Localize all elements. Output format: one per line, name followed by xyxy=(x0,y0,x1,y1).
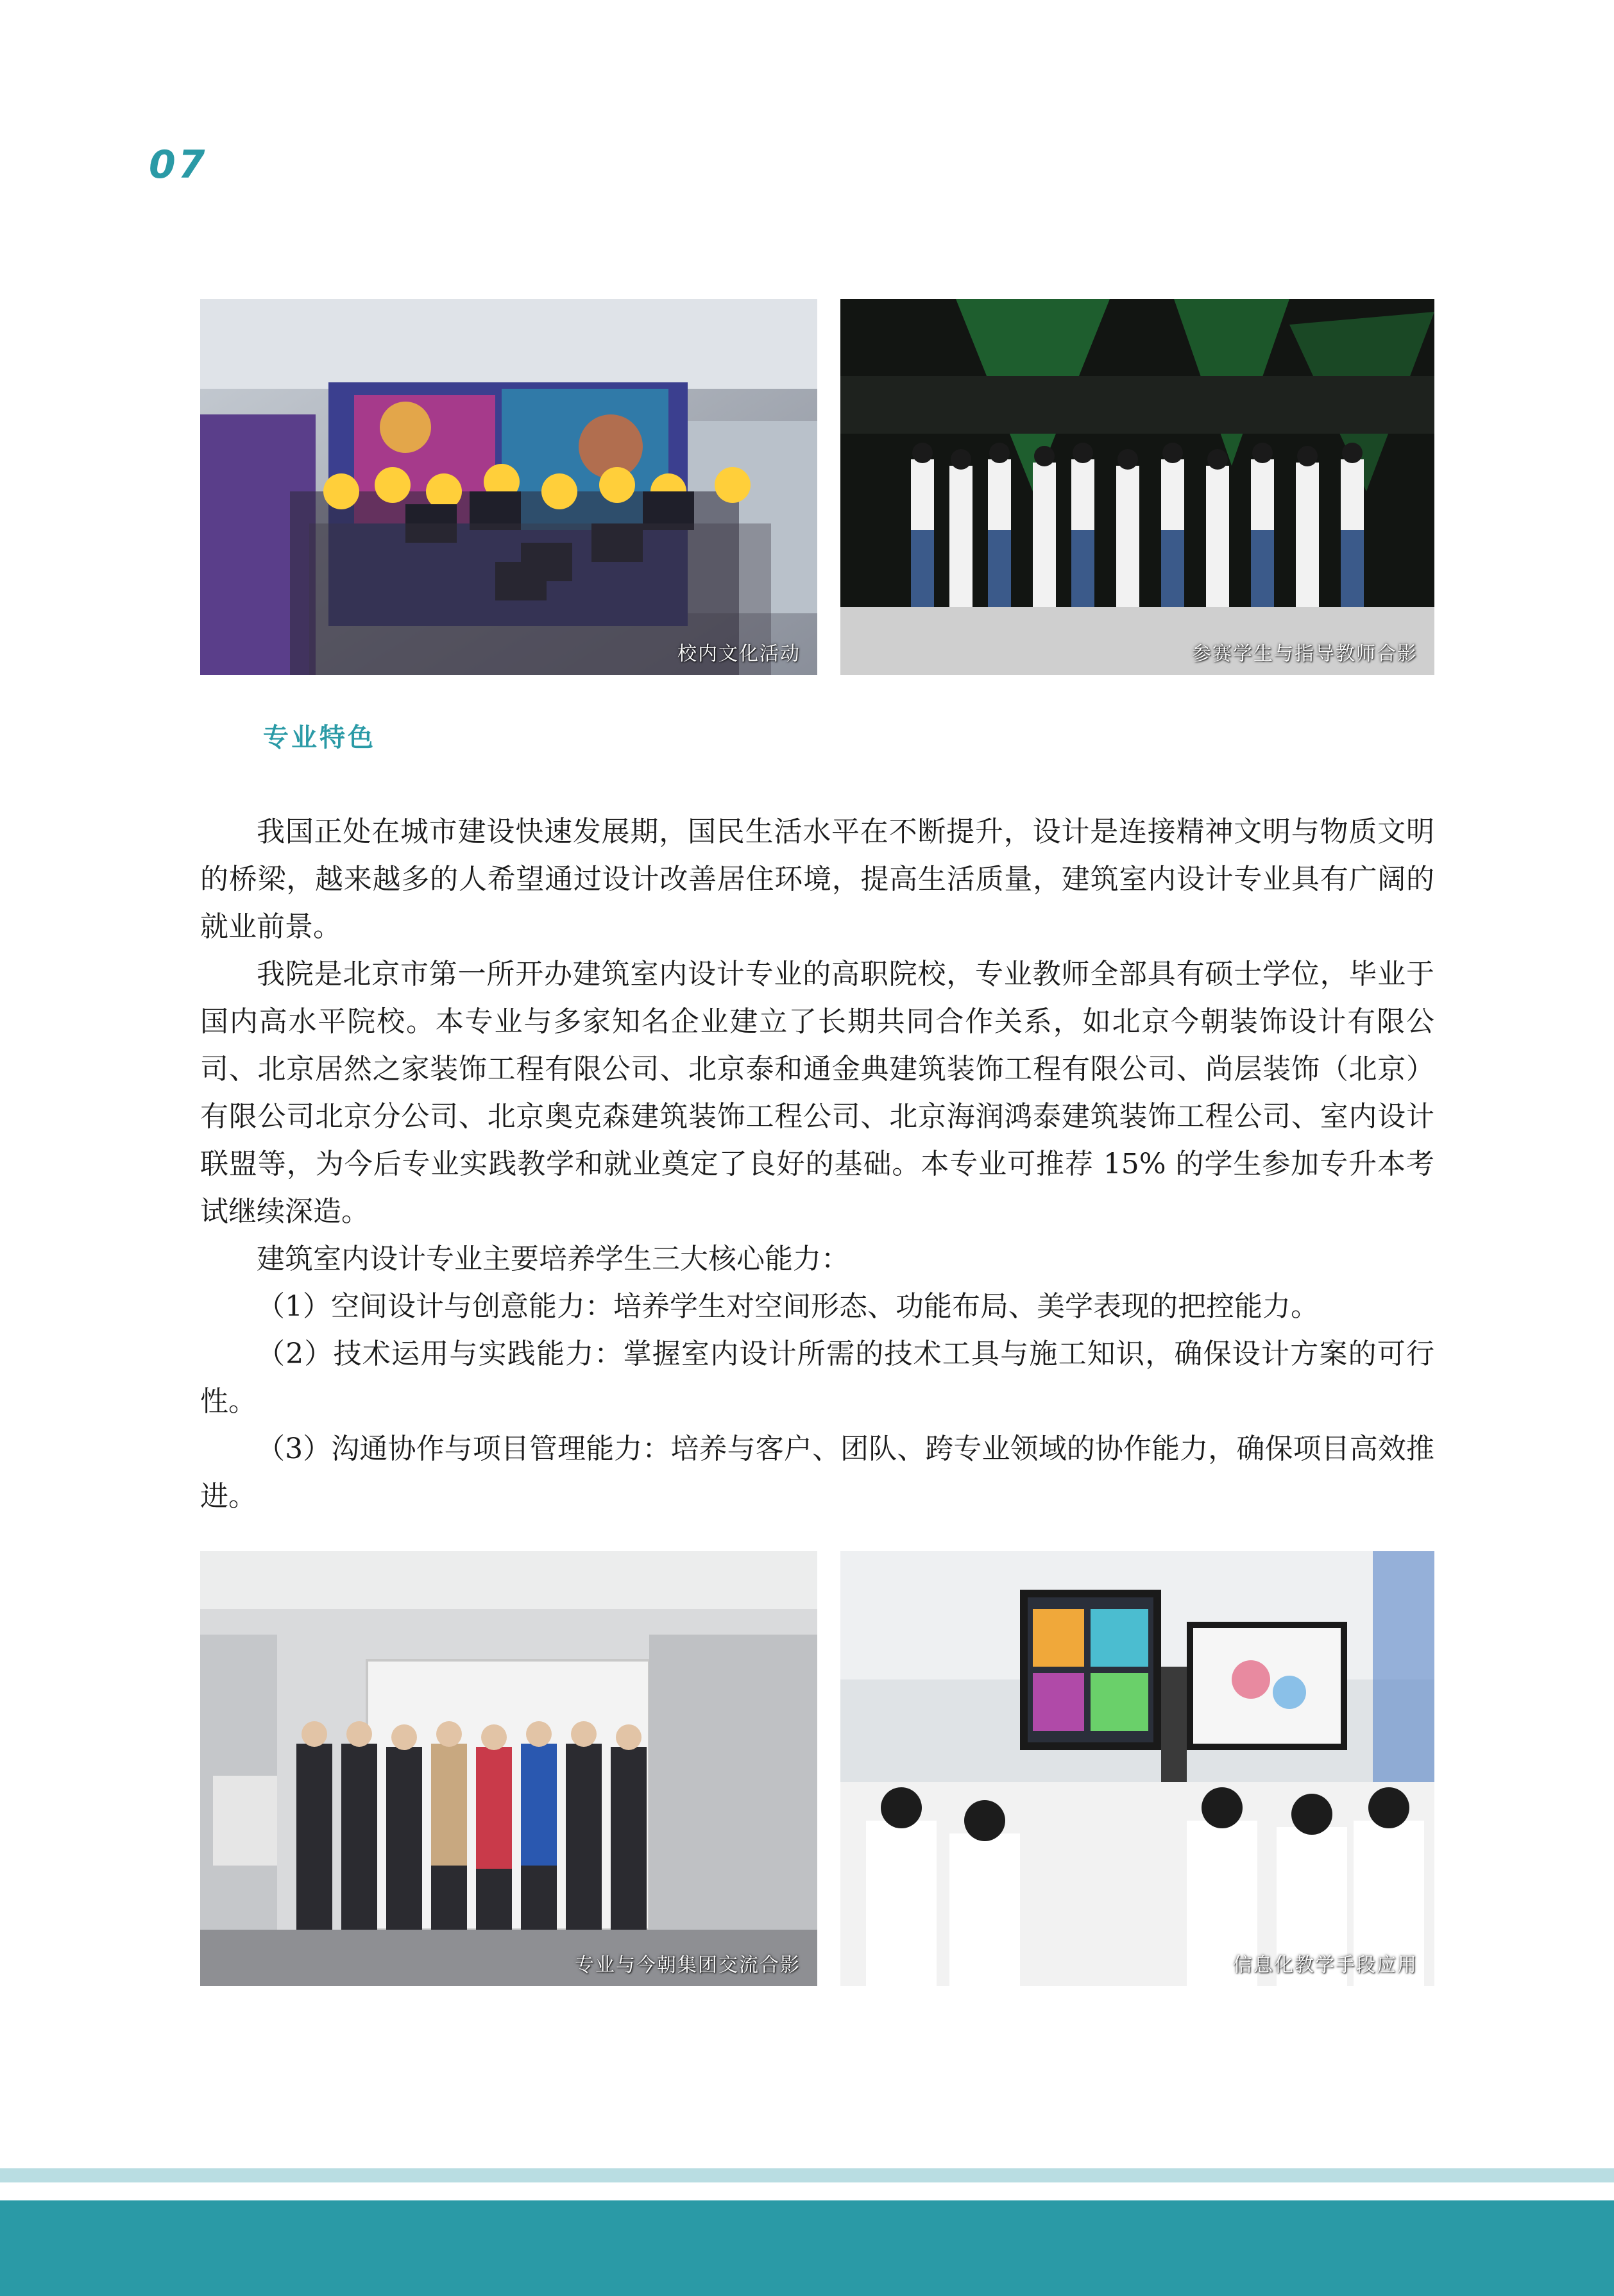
photo-caption: 信息化教学手段应用 xyxy=(1233,1954,1418,1977)
paragraph-4: （1）空间设计与创意能力：培养学生对空间形态、功能布局、美学表现的把控能力。 xyxy=(257,1290,1319,1323)
photo-digital-teaching xyxy=(840,1551,1434,1986)
paragraph-6: （3）沟通协作与项目管理能力：培养与客户、团队、跨专业领域的协作能力，确保项目高效推进。 xyxy=(200,1433,1434,1513)
section-heading: 专业特色 xyxy=(263,723,376,753)
photo-campus-culture-activity xyxy=(200,299,817,675)
footer-band xyxy=(0,2200,1614,2296)
paragraph-1: 我国正处在城市建设快速发展期，国民生活水平在不断提升，设计是连接精神文明与物质文明的桥梁，越来越多的人希望通过设计改善居住环境，提高生活质量，建筑室内设计专业具有广阔的就业前景。 xyxy=(200,815,1434,943)
photo-competition-group xyxy=(840,299,1434,675)
photo-caption: 参赛学生与指导教师合影 xyxy=(1192,643,1418,665)
paragraph-5: （2）技术运用与实践能力：掌握室内设计所需的技术工具与施工知识，确保设计方案的可行性。 xyxy=(200,1338,1434,1418)
paragraph-3: 建筑室内设计专业主要培养学生三大核心能力： xyxy=(257,1243,849,1275)
footer-band-light xyxy=(0,2168,1614,2182)
photo-company-exchange-image xyxy=(200,1551,817,1986)
paragraph-2: 我院是北京市第一所开办建筑室内设计专业的高职院校，专业教师全部具有硕士学位，毕业于国内高水平院校。本专业与多家知名企业建立了长期共同合作关系，如北京今朝装饰设计有限公司、北京居然之家装饰工程有限公司、北京泰和通金典建筑装饰工程有限公司、尚层装饰（北京）有限公司北京分公司、北京奥克森建筑装饰工程公司、北京海润鸿泰建筑装饰工程公司、室内设计联盟等，为今后专业实践教学和就业奠定了良好的基础。本专业可推荐 15% 的学生参加专升本考试继续深造。 xyxy=(200,958,1434,1228)
body-text xyxy=(200,808,1434,1520)
photo-competition-image xyxy=(840,299,1434,675)
photo-campus-culture-image xyxy=(200,299,817,675)
photo-caption: 校内文化活动 xyxy=(677,643,801,665)
photo-company-exchange xyxy=(200,1551,817,1986)
page-number: 07 xyxy=(149,142,208,187)
photo-digital-teaching-image xyxy=(840,1551,1434,1986)
photo-caption: 专业与今朝集团交流合影 xyxy=(575,1954,801,1977)
